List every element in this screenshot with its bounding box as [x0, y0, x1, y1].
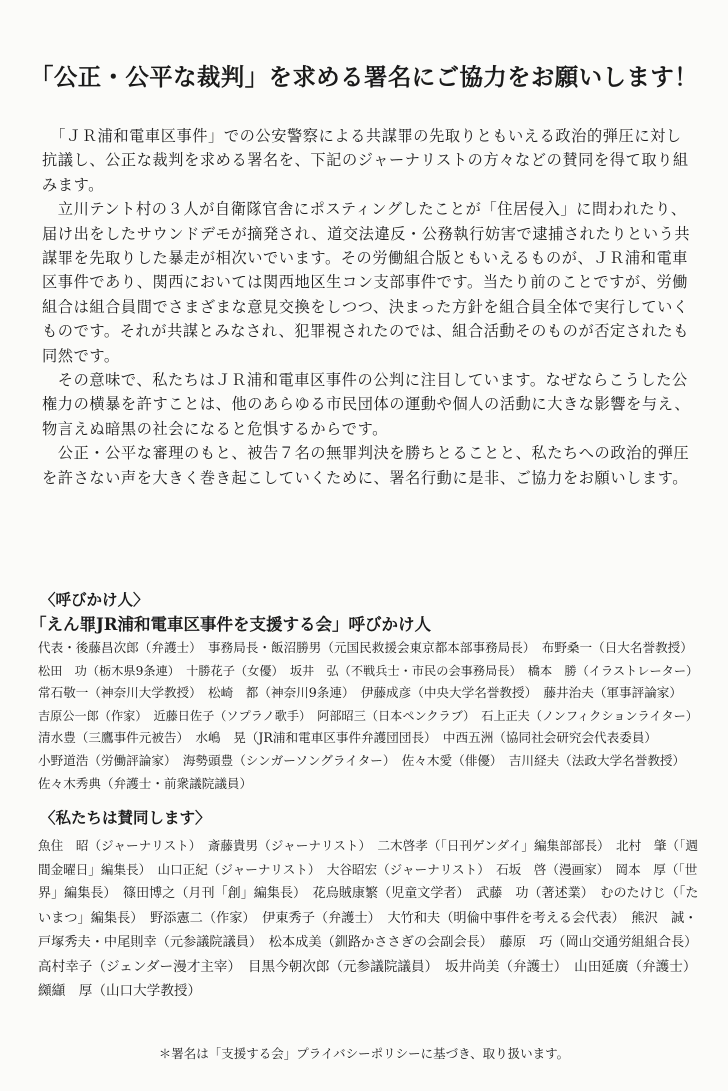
callers-line: 佐々木秀典（弁護士・前衆議院議員） [38, 775, 253, 791]
supporters-line: 纐纈 厚（山口大学教授） [38, 983, 202, 1000]
page-title: 「公正・公平な裁判」を求める署名にご協力をお願いします！ [30, 63, 699, 91]
statement-line: 同然です。 [42, 346, 120, 365]
supporters-line: いまつ」編集長） 野添憲二（作家） 伊東秀子（弁護士） 大竹和夫（明倫中事件を考える会代表） 熊沢 誠・ [38, 910, 698, 926]
callers-line: 松田 功（栃木県9条連） 十勝花子（女優） 坂井 弘（不戦兵士・市民の会事務局長） 橋本 勝（イラストレーター） [38, 663, 699, 678]
callers-line: 小野道浩（労働評論家） 海勢頭豊（シンガーソングライター） 佐々木愛（俳優） 吉川経夫（法政大学名誉教授） [38, 752, 686, 768]
supporters-heading: 〈私たちは賛同します〉 [40, 808, 211, 827]
statement-line: 物言えぬ暗黒の社会になると危惧するからです。 [42, 419, 388, 438]
supporters-line: 界」編集長） 篠田博之（月刊「創」編集長） 花烏賊康繁（児童文学者） 武藤 功（著述業） むのたけじ（「た [38, 886, 699, 902]
statement-line: ものです。それが共謀とみなされ、犯罪視されたのでは、組合活動そのものが否定されたも [42, 322, 689, 341]
statement-line: みます。 [42, 175, 104, 194]
statement-line: 組合は組合員間でさまざまな意見交換をしつつ、決まった方針を組合員全体で実行していく [42, 297, 689, 316]
callers-line: 代表・後藤昌次郎（弁護士） 事務局長・飯沼勝男（元国民救援会東京都本部事務局長） 布野桑一（日大名誉教授） [38, 640, 693, 655]
callers-org-title: 「えん罪JR浦和電車区事件を支援する会」呼びかけ人 [30, 615, 432, 634]
statement-line: 届け出をしたサウンドデモが摘発され、道交法違反・公務執行妨害で逮捕されたりという共 [42, 224, 691, 243]
statement-line: その意味で、私たちはＪＲ浦和電車区事件の公判に注目しています。なぜならこうした公 [42, 371, 688, 390]
statement-line: を許さない声を大きく巻き起こしていくために、署名行動に是非、ご協力をお願いします。 [42, 468, 689, 487]
supporters-list [38, 834, 698, 1003]
callers-line: 常石敬一（神奈川大学教授） 松崎 都（神奈川9条連） 伊藤成彦（中央大学名誉教授） 藤井治夫（軍事評論家） [38, 685, 682, 701]
supporters-line: 戸塚秀夫・中尾則幸（元参議院議員） 松本成美（釧路かささぎの会副会長） 藤原 巧（岡山交通労組組合長） [38, 934, 698, 950]
statement-line: 抗議し、公正な裁判を求める署名を、下記のジャーナリストの方々などの賛同を得て取り組 [42, 151, 689, 170]
statement-line: 「ＪＲ浦和電車区事件」での公安警察による共謀罪の先取りともいえる政治的弾圧に対し [42, 127, 682, 145]
statement-line: 区事件であり、関西においては関西地区生コン支部事件です。当たり前のことですが、労働 [42, 273, 689, 292]
statement-line: 謀罪を先取りした暴走が相次いでいます。その労働組合版ともいえるものが、ＪＲ浦和電車 [42, 249, 689, 268]
callers-heading: 〈呼びかけ人〉 [40, 590, 149, 609]
statement-line: 公正・公平な審理のもと、被告７名の無罪判決を勝ちとることと、私たちへの政治的弾圧 [42, 444, 690, 463]
callers-line: 吉原公一郎（作家） 近藤日佐子（ソプラノ歌手） 阿部昭三（日本ペンクラブ） 石上正夫（ノンフィクションライター） [38, 708, 698, 723]
privacy-note: ＊署名は「支援する会」プライバシーポリシーに基づき、取り扱います。 [158, 1046, 570, 1061]
callers-line: 清水豊（三鷹事件元被告） 水嶋 晃（JR浦和電車区事件弁護団団長） 中西五洲（協同社会研究会代表委員） [38, 730, 658, 746]
supporters-line: 魚住 昭（ジャーナリスト） 斎藤貴男（ジャーナリスト） 二木啓孝（「日刊ゲンダイ」編集部部長） 北村 肇（「週 [38, 838, 698, 853]
supporters-line: 間金曜日」編集長） 山口正紀（ジャーナリスト） 大谷昭宏（ジャーナリスト） 石坂 啓（漫画家） 岡本 厚（「世 [38, 862, 698, 878]
statement-line: 立川テント村の３人が自衛隊官舎にポスティングしたことが「住居侵入」に問われたり、 [42, 200, 687, 219]
callers-list [38, 637, 698, 795]
statement-line: 権力の横暴を許すことは、他のあらゆる市民団体の運動や個人の活動に大きな影響を与え、 [42, 395, 691, 414]
supporters-line: 高村幸子（ジェンダー漫才主宰） 目黒今朝次郎（元参議院議員） 坂井尚美（弁護士） 山田延廣（弁護士） [38, 959, 697, 976]
statement-body [42, 124, 692, 490]
